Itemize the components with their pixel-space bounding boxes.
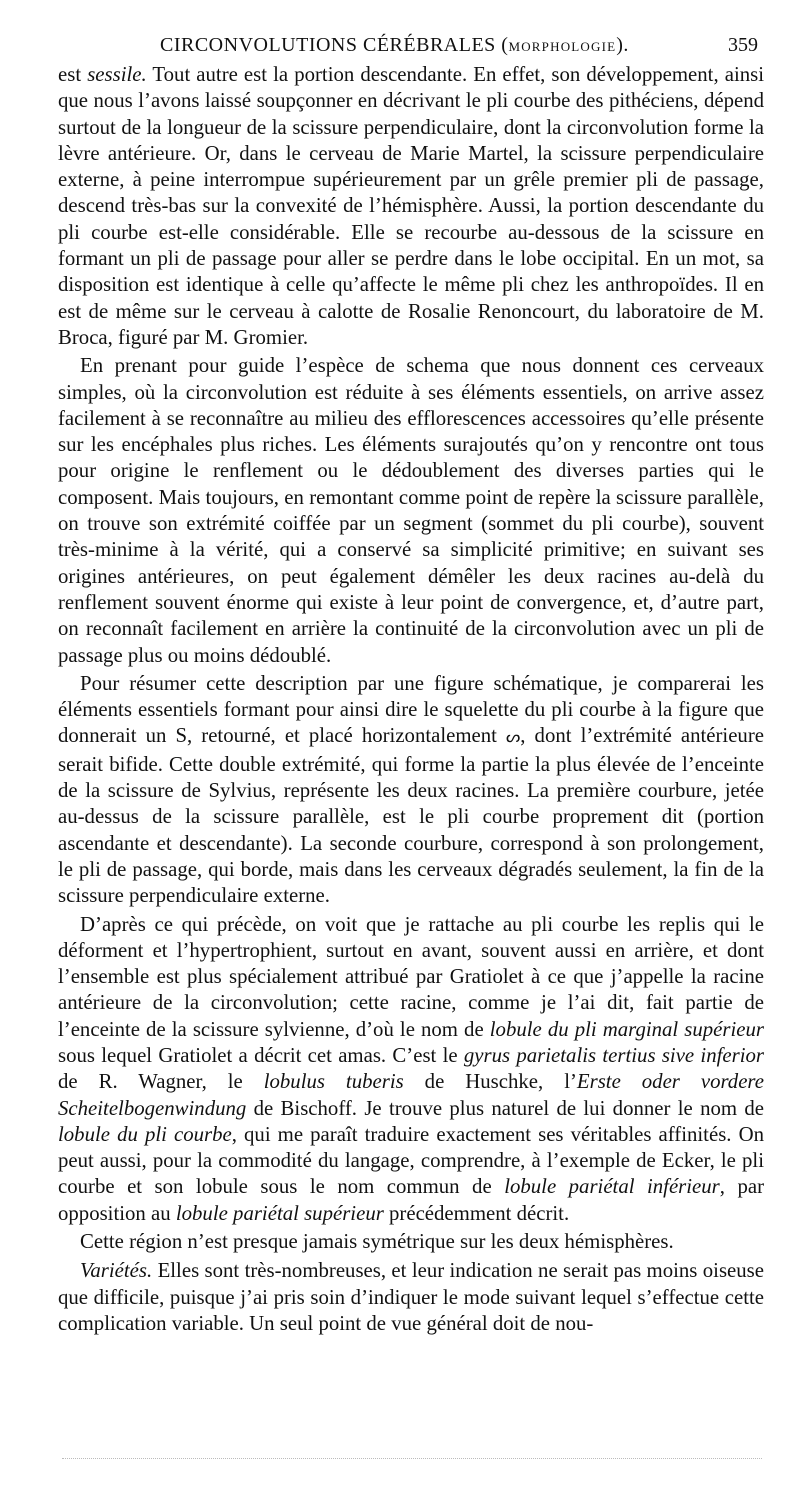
paragraph-4-text-m: , par opposition au xyxy=(58,1175,765,1225)
section-heading-varietes: Variétés. xyxy=(80,1259,153,1283)
paragraph-4-text-c: sous lequel Gratiolet a décrit cet amas. C’est le xyxy=(58,1043,464,1067)
paragraph-4-text-a: D’après ce qui précède, on voit que je rattache au pli courbe les replis qui le déforment et l’hypertrophient, surtout en avant, souvent aussi en arrière, et dont l’ensemble est plus spécialement attribué par Gratiolet à ce que j’appelle la racine antérieure de la circonvolution; cette racine, comme je l’ai dit, fait partie de l’enceinte de la scissure sylvienne, d’où le nom de xyxy=(58,912,764,1041)
paragraph-1 xyxy=(58,62,764,351)
paragraph-3-text-b: , dont l’extrémité antérieure serait bifide. Cette double extrémité, qui forme la partie la plus élevée de l’enceinte de la scissure de Sylvius, représente les deux racines. La première courbure, jetée au-dessus de la scissure parallèle, est le pli courbe proprement dit (portion ascendante et descendante). La seconde courbure, correspond à son prolongement, le pli de passage, qui borde, mais dans les cerveaux dégradés seulement, la fin de la scissure perpendiculaire externe. xyxy=(58,724,764,908)
page-number: 359 xyxy=(728,34,758,56)
running-header xyxy=(62,30,758,60)
body-text xyxy=(58,62,764,1337)
paragraph-6-text-b: Elles sont très-nombreuses, et leur indication ne serait pas moins oiseuse que difficile, puisque j’ai pris soin d’indiquer le mode suivant lequel s’effectue cette complication variable. Un seul point de vue général doit de nou- xyxy=(58,1259,764,1335)
term-gyrus-parietalis: gyrus parietalis tertius sive inferior xyxy=(463,1043,764,1067)
term-lobule-parietal-superieur: lobule pariétal supérieur xyxy=(175,1201,384,1225)
running-title-main: CIRCONVOLUTIONS CÉRÉBRALES ( xyxy=(160,34,509,56)
running-title xyxy=(160,30,629,62)
reversed-s-glyph: ᔕ xyxy=(506,729,521,747)
running-title-end: ). xyxy=(616,34,629,56)
term-lobulus-tuberis: lobulus tuberis xyxy=(263,1070,404,1094)
paragraph-4-text-i: de Bischoff. Je trouve plus naturel de lui donner le nom de xyxy=(246,1096,764,1120)
paragraph-1-emphasis: sessile. xyxy=(87,63,147,86)
term-lobule-pli-marginal: lobule du pli marginal supérieur xyxy=(489,1017,764,1041)
paragraph-1-text-c: Tout autre est la portion descendante. En effet, son développement, ainsi que nous l’avons laissé soupçonner en décrivant le pli courbe des pithéciens, dépend surtout de la longueur de la scissure perpendiculaire, dont la circonvolution forme la lèvre antérieure. Or, dans le cerveau de Marie Martel, la scissure perpendiculaire externe, à peine interrompue supérieurement par un grêle premier pli de passage, descend très-bas sur la convexité de l’hémisphère. Aussi, la portion descendante du pli courbe est-elle considérable. Elle se recourbe au-dessous de la scissure en formant un pli de passage pour aller se perdre dans le lobe occipital. En un mot, sa disposition est identique à celle qu’affecte le même pli chez les anthropoïdes. Il en est de même sur le cerveau à calotte de Rosalie Renoncourt, du laboratoire de M. Broca, figuré par M. Gromier. xyxy=(58,63,764,349)
paragraph-3 xyxy=(58,671,764,910)
term-scheitelbogenwindung: Erste oder vordere Scheitelbogenwindung xyxy=(58,1070,764,1120)
paragraph-4-text-o: précédemment décrit. xyxy=(383,1201,570,1225)
bleed-through-marks xyxy=(62,1458,762,1459)
term-lobule-parietal-inferieur: lobule pariétal inférieur xyxy=(504,1175,720,1199)
paragraph-2: En prenant pour guide l’espèce de schema que nous donnent ces cerveaux simples, où la circonvolution est réduite à ses éléments essentiels, on arrive assez facilement à se reconnaître au milieu des efflorescences accessoires qu’elle présente sur les encéphales plus riches. Les éléments surajoutés qu’on y rencontre ont tous pour origine le renflement ou le dédoublement des diverses parties qui le composent. Mais toujours, en remontant comme point de repère la scissure parallèle, on trouve son extrémité coiffée par un segment (sommet du pli courbe), souvent très-minime à la vérité, qui a conservé sa simplicité primitive; en suivant ses origines antérieures, on peut également démêler les deux racines au-delà du renflement souvent énorme qui existe à leur point de convergence, et, d’autre part, on reconnaît facilement en arrière la continuité de la circonvolution avec un pli de passage plus ou moins dédoublé. xyxy=(58,354,764,667)
paragraph-4-text-g: de Huschke, l’ xyxy=(403,1070,577,1094)
paragraph-3-text-a: Pour résumer cette description par une figure schématique, je comparerai les éléments essentiels formant pour ainsi dire le squelette du pli courbe à la figure que donnerait un S, retourné, et placé horizontalement xyxy=(58,671,764,748)
paragraph-4-text-e: de R. Wagner, le xyxy=(58,1070,264,1094)
running-title-smallcaps: MORPHOLOGIE xyxy=(508,39,617,54)
paragraph-4 xyxy=(58,912,764,1228)
paragraph-4-text-k: , qui me paraît traduire exactement ses véritables affinités. On peut aussi, pour la commodité du langage, comprendre, à l’exemple de Ecker, le pli courbe et son lobule sous le nom commun de xyxy=(58,1122,764,1199)
paragraph-1-text-a: est xyxy=(58,63,88,86)
paragraph-5: Cette région n’est presque jamais symétrique sur les deux hémisphères. xyxy=(80,1230,674,1254)
term-lobule-pli-courbe: lobule du pli courbe xyxy=(58,1122,232,1146)
paragraph-6 xyxy=(58,1258,764,1337)
